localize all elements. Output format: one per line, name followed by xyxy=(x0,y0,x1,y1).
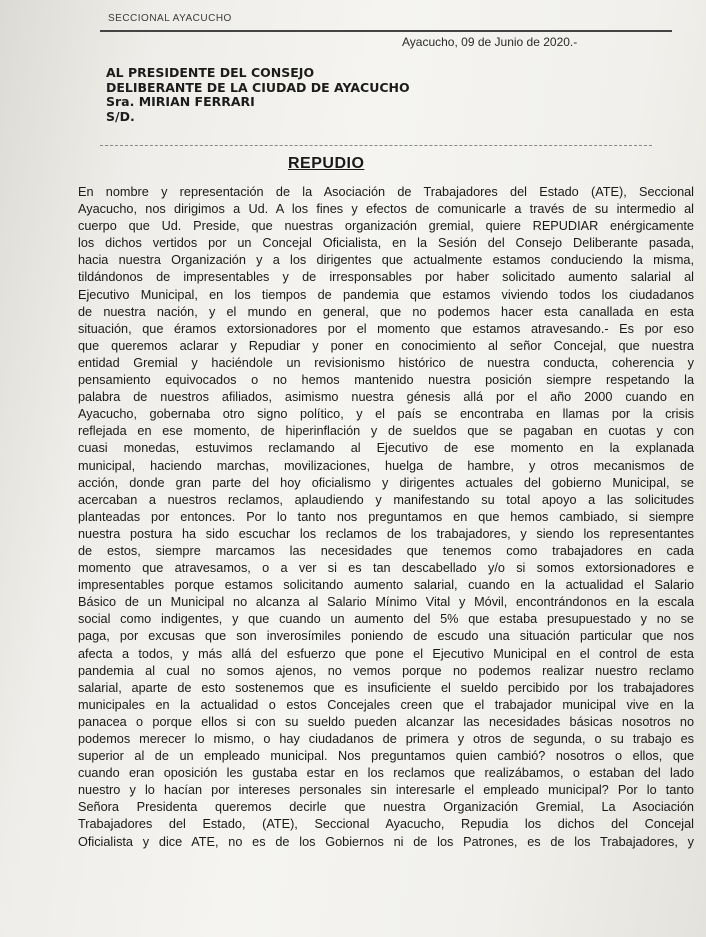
body-line: impresentables porque estamos solicitando aumento salarial, cuando en la actualidad el Salario xyxy=(78,578,694,593)
addressee-name: Sra. MIRIAN FERRARI xyxy=(106,94,255,109)
header-label: SECCIONAL AYACUCHO xyxy=(108,13,232,24)
body-line: momento que atravesamos, o a ver si es tan descabellado y/o si somos extorsionadores e xyxy=(78,561,694,576)
body-line: planteadas por entonces. Por lo tanto nos preguntamos en que hemos cambiado, si siempre xyxy=(78,509,694,524)
body-line: En nombre y representación de la Asociación de Trabajadores del Estado (ATE), Seccional xyxy=(78,185,694,199)
body-line: de nuestra nación, y el mundo en general, que no podemos hacer esta canallada en esta xyxy=(78,304,694,319)
body-line: nuestra postura ha sido escuchar los reclamos de los trabajadores, y siendo los representantes xyxy=(78,526,694,541)
body-line: los dichos vertidos por un Concejal Oficialista, en la Sesión del Consejo Deliberante pasada, xyxy=(78,236,694,251)
body-line: salarial, aparte de esto sostenemos que es insuficiente el sueldo percibido por los trabajadores xyxy=(78,680,694,695)
body-line: que queremos aclarar y Repudiar y poner en conocimiento al señor Concejal, que nuestra xyxy=(78,338,694,353)
addressee-line: AL PRESIDENTE DEL CONSEJO xyxy=(106,65,315,80)
body-line: Ayacucho, gobernaba otro signo político, y el país se encontraba en llamas por la crisis xyxy=(78,407,694,422)
body-line: pensamiento equivocados o no hemos mantenido nuestra posición siempre respetando la xyxy=(78,373,694,388)
date-line: Ayacucho, 09 de Junio de 2020.- xyxy=(402,35,578,49)
body-line: Básico de un Municipal no alcanza al Salario Mínimo Vital y Móvil, encontrándonos en la escala xyxy=(78,595,694,610)
body-line: cuerpo que Ud. Preside, que nuestras organización gremial, quiere REPUDIAR enérgicamente xyxy=(78,219,694,234)
body-text xyxy=(78,184,694,851)
body-line: Ayacucho, nos dirigimos a Ud. A los fines y efectos de comunicarle a través de su intermedio al xyxy=(78,202,694,217)
body-line: cuando eran oposición les gustaba estar en los reclamos que realizábamos, o estaban del lado xyxy=(78,766,694,781)
body-line: social como indigentes, y que cuando un aumento del 5% que estaba presupuestado y no se xyxy=(78,612,694,627)
addressee-sd: S/D. xyxy=(106,108,135,124)
body-line: municipales en la actualidad o estos Concejales creen que el trabajador municipal vive en la xyxy=(78,697,694,712)
addressee-block xyxy=(106,66,410,124)
body-line: pandemia al cual no somos ajenos, no vemos porque no podemos realizar nuestro reclamo xyxy=(78,663,694,678)
body-line: panacea o porque ellos si con su sueldo pueden alcanzar las necesidades básicas nosotros no xyxy=(78,714,694,729)
body-line: Señora Presidenta queremos decirle que nuestra Organización Gremial, La Asociación xyxy=(78,800,694,815)
body-line: superior al de un empleado municipal. Nos preguntamos quien cambió? nosotros o ellos, que xyxy=(78,749,694,764)
body-line: Trabajadores del Estado, (ATE), Seccional Ayacucho, Repudia los dichos del Concejal xyxy=(78,817,694,832)
body-line: acción, donde gran parte del hoy oficialismo y dirigentes actuales del gobierno Municipal, se xyxy=(78,475,694,490)
body-line: reflejada en ese momento, de hiperinflación y de sueldos que se pagaban en cuotas y con xyxy=(78,424,694,439)
body-line: hacia nuestra Organización y a los dirigentes que actualmente estamos conduciendo la misma, xyxy=(78,253,694,268)
body-line: Ejecutivo Municipal, en los tiempos de pandemia que estamos viviendo todos los ciudadanos xyxy=(78,287,694,302)
body-line: podemos merecer lo mismo, o hay ciudadanos de primera y otros de segunda, o su trabajo es xyxy=(78,732,694,746)
body-line: tildándonos de impresentables y de irresponsables por haber solicitado aumento salarial al xyxy=(78,270,694,285)
addressee-line: DELIBERANTE DE LA CIUDAD DE AYACUCHO xyxy=(106,79,410,95)
body-line: nuestro y lo hacían por intereses personales sin interesarle el empleado municipal? Por lo tanto xyxy=(78,783,694,798)
body-line: afecta a todos, y más allá del esfuerzo que pone el Ejecutivo Municipal en el control de esta xyxy=(78,646,694,661)
body-line: paga, por excusas que son inverosímiles poniendo de escudo una situación particular que nos xyxy=(78,629,694,644)
body-line: acercaban a nuestros reclamos, aplaudiendo y manifestando su total apoyo a las solicitudes xyxy=(78,492,694,507)
body-line: municipal, haciendo marchas, movilizaciones, huelga de hambre, y otros mecanismos de xyxy=(78,458,694,473)
body-line: Oficialista y dice ATE, no es de los Gobiernos ni de los Patrones, es de los Trabajadores, y xyxy=(78,834,694,849)
separator-rule xyxy=(100,145,652,146)
body-line: entidad Gremial y haciéndole un revisionismo histórico de nuestra conducta, coherencia y xyxy=(78,355,694,370)
body-line: cuasi monedas, estuvimos reclamando al Ejecutivo de ese momento en la explanada xyxy=(78,441,694,456)
document-title: REPUDIO xyxy=(288,155,365,172)
header-rule xyxy=(100,30,672,32)
body-line: situación, que éramos extorsionadores por el momento que estamos atravesando.- Es por eso xyxy=(78,321,694,336)
body-line: palabra de nuestros afiliados, asimismo nuestra génesis allá por el año 2000 cuando en xyxy=(78,390,694,405)
body-line: de estos, siempre marcamos las necesidades que tenemos como trabajadores en cada xyxy=(78,543,694,558)
